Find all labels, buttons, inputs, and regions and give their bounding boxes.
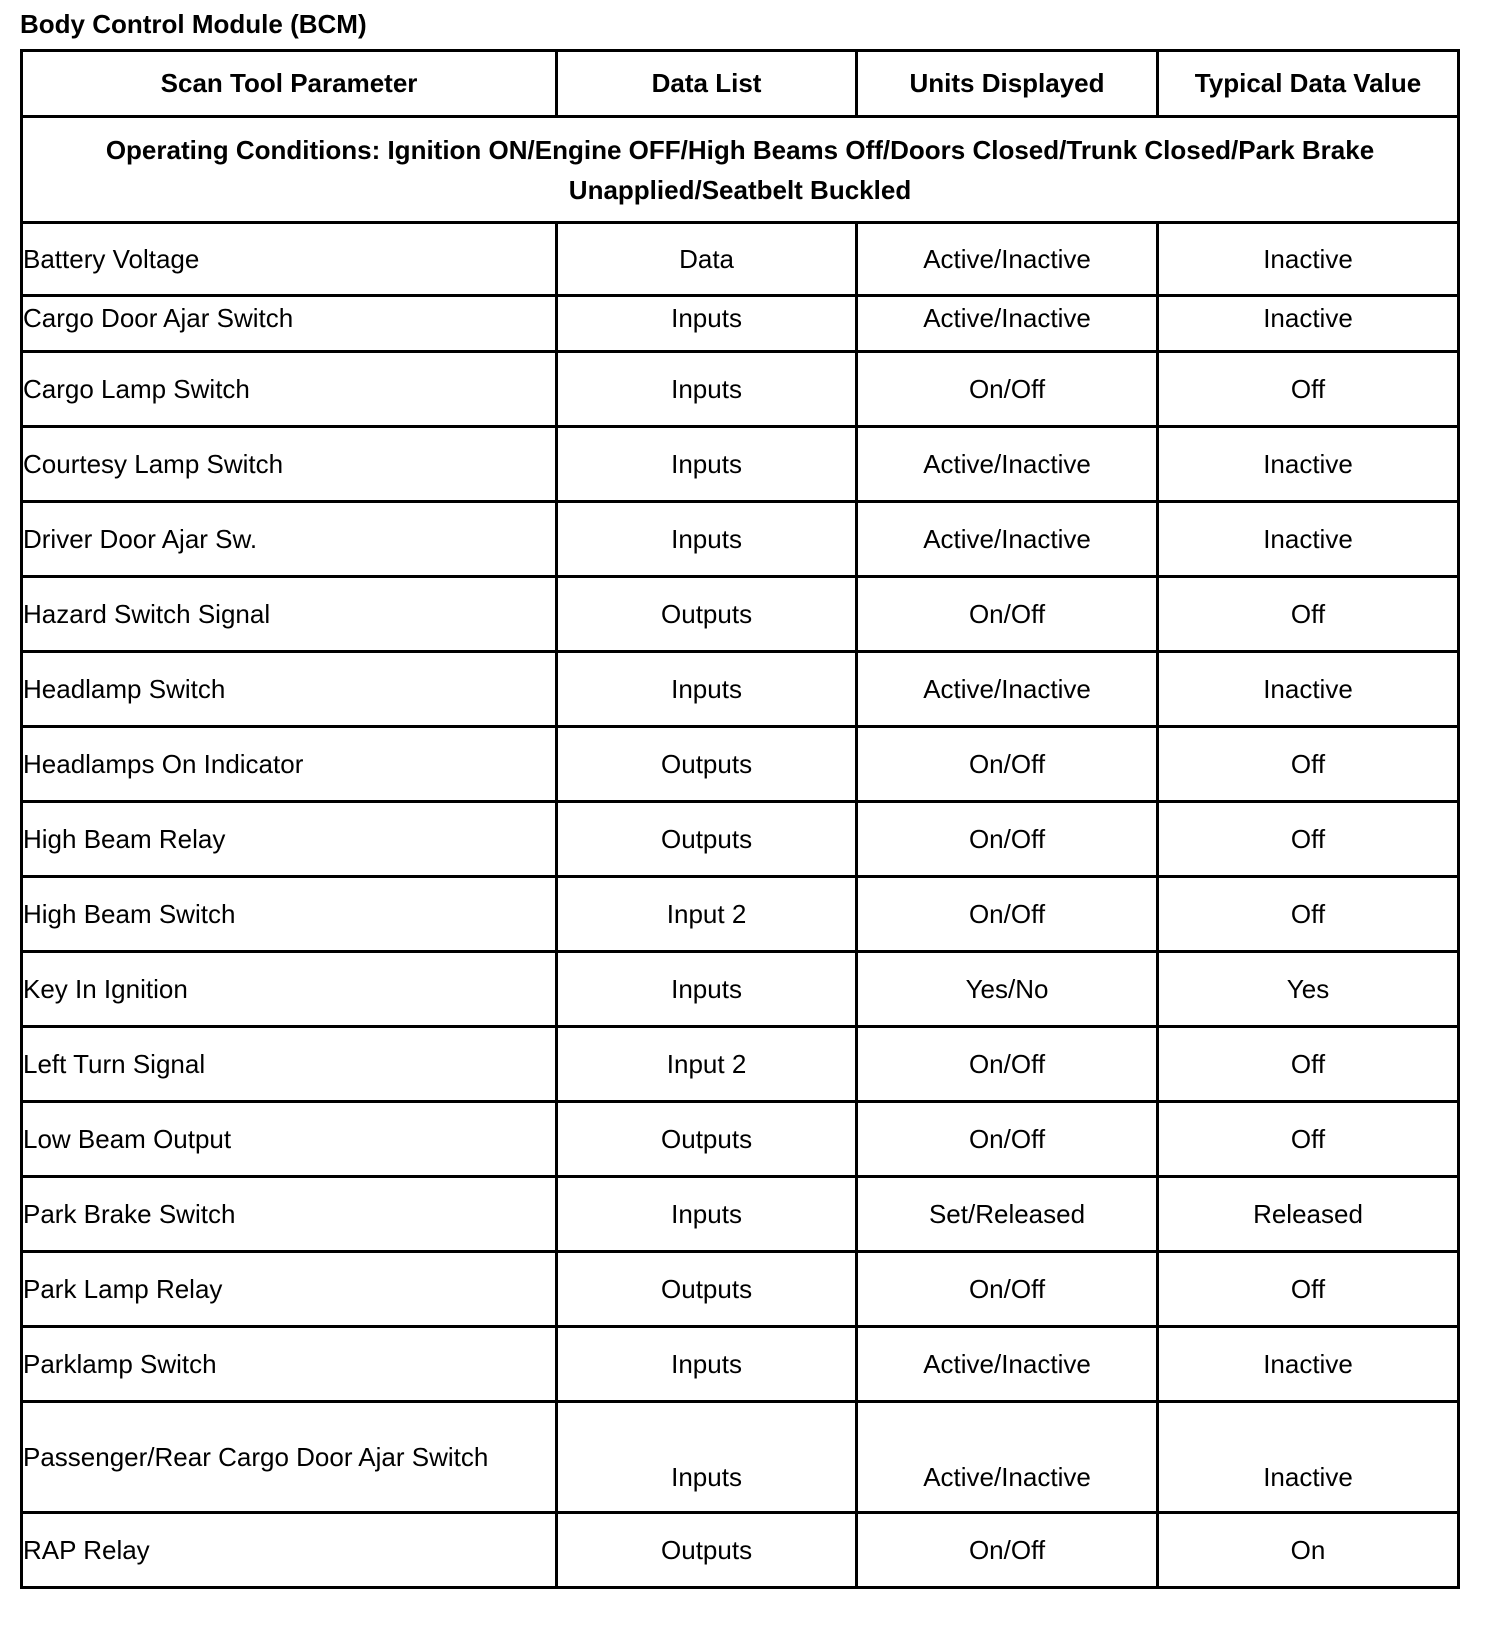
typical-value-cell: Inactive [1158, 1402, 1459, 1513]
table-row [22, 1177, 1459, 1252]
table-row [22, 1027, 1459, 1102]
table-row [22, 802, 1459, 877]
table-row [22, 577, 1459, 652]
operating-conditions: Operating Conditions: Ignition ON/Engine OFF/High Beams Off/Doors Closed/Trunk Closed/Park Brake Unapplied/Seatbelt Buckled [22, 117, 1459, 223]
typical-value-cell: Off [1158, 727, 1459, 802]
parameter-cell: Hazard Switch Signal [22, 577, 557, 652]
data-list-cell: Inputs [557, 352, 857, 427]
table-row [22, 1513, 1459, 1588]
table-row [22, 1402, 1459, 1513]
parameter-cell: Headlamp Switch [22, 652, 557, 727]
units-cell: On/Off [857, 1027, 1158, 1102]
typical-value-cell: Inactive [1158, 1327, 1459, 1402]
parameter-cell: Headlamps On Indicator [22, 727, 557, 802]
data-list-cell: Inputs [557, 296, 857, 352]
header-row [22, 51, 1459, 117]
parameter-cell: Cargo Lamp Switch [22, 352, 557, 427]
units-cell: On/Off [857, 577, 1158, 652]
bcm-parameter-table [20, 49, 1460, 1589]
data-list-cell: Inputs [557, 502, 857, 577]
typical-value-cell: Inactive [1158, 296, 1459, 352]
parameter-cell: Low Beam Output [22, 1102, 557, 1177]
typical-value-cell: Released [1158, 1177, 1459, 1252]
typical-value-cell: Inactive [1158, 223, 1459, 296]
data-list-cell: Input 2 [557, 1027, 857, 1102]
parameter-cell: Passenger/Rear Cargo Door Ajar Switch [22, 1402, 557, 1513]
data-list-cell: Outputs [557, 1102, 857, 1177]
table-row [22, 1327, 1459, 1402]
data-list-cell: Outputs [557, 1513, 857, 1588]
table-row [22, 877, 1459, 952]
table-row [22, 652, 1459, 727]
table-row [22, 502, 1459, 577]
data-list-cell: Inputs [557, 1402, 857, 1513]
data-list-cell: Outputs [557, 577, 857, 652]
table-row [22, 352, 1459, 427]
header-typical-data-value: Typical Data Value [1158, 51, 1459, 117]
parameter-cell: High Beam Relay [22, 802, 557, 877]
data-list-cell: Input 2 [557, 877, 857, 952]
data-list-cell: Inputs [557, 952, 857, 1027]
units-cell: On/Off [857, 1102, 1158, 1177]
units-cell: Active/Inactive [857, 652, 1158, 727]
units-cell: On/Off [857, 1252, 1158, 1327]
parameter-cell: Park Lamp Relay [22, 1252, 557, 1327]
units-cell: Set/Released [857, 1177, 1158, 1252]
table-row [22, 1252, 1459, 1327]
typical-value-cell: Off [1158, 577, 1459, 652]
units-cell: On/Off [857, 727, 1158, 802]
typical-value-cell: Inactive [1158, 652, 1459, 727]
data-list-cell: Outputs [557, 1252, 857, 1327]
data-list-cell: Inputs [557, 1177, 857, 1252]
units-cell: On/Off [857, 1513, 1158, 1588]
data-list-cell: Outputs [557, 802, 857, 877]
parameter-cell: Parklamp Switch [22, 1327, 557, 1402]
typical-value-cell: Yes [1158, 952, 1459, 1027]
parameter-cell: Park Brake Switch [22, 1177, 557, 1252]
units-cell: Active/Inactive [857, 1402, 1158, 1513]
table-row [22, 1102, 1459, 1177]
table-row [22, 952, 1459, 1027]
typical-value-cell: Inactive [1158, 502, 1459, 577]
parameter-cell: Battery Voltage [22, 223, 557, 296]
typical-value-cell: On [1158, 1513, 1459, 1588]
data-list-cell: Outputs [557, 727, 857, 802]
parameter-cell: RAP Relay [22, 1513, 557, 1588]
header-units-displayed: Units Displayed [857, 51, 1158, 117]
table-row [22, 727, 1459, 802]
data-list-cell: Inputs [557, 1327, 857, 1402]
parameter-cell: Driver Door Ajar Sw. [22, 502, 557, 577]
data-list-cell: Data [557, 223, 857, 296]
units-cell: Active/Inactive [857, 296, 1158, 352]
typical-value-cell: Off [1158, 802, 1459, 877]
parameter-cell: Courtesy Lamp Switch [22, 427, 557, 502]
table-row [22, 296, 1459, 352]
typical-value-cell: Off [1158, 1027, 1459, 1102]
table-row [22, 223, 1459, 296]
header-scan-tool-parameter: Scan Tool Parameter [22, 51, 557, 117]
typical-value-cell: Off [1158, 1102, 1459, 1177]
units-cell: On/Off [857, 877, 1158, 952]
typical-value-cell: Off [1158, 1252, 1459, 1327]
units-cell: Active/Inactive [857, 502, 1158, 577]
data-list-cell: Inputs [557, 427, 857, 502]
units-cell: On/Off [857, 352, 1158, 427]
parameter-cell: High Beam Switch [22, 877, 557, 952]
operating-conditions-row [22, 117, 1459, 223]
parameter-cell: Cargo Door Ajar Switch [22, 296, 557, 352]
units-cell: Active/Inactive [857, 1327, 1158, 1402]
typical-value-cell: Off [1158, 877, 1459, 952]
header-data-list: Data List [557, 51, 857, 117]
units-cell: Yes/No [857, 952, 1158, 1027]
typical-value-cell: Inactive [1158, 427, 1459, 502]
units-cell: Active/Inactive [857, 427, 1158, 502]
parameter-cell: Key In Ignition [22, 952, 557, 1027]
units-cell: Active/Inactive [857, 223, 1158, 296]
table-row [22, 427, 1459, 502]
data-list-cell: Inputs [557, 652, 857, 727]
parameter-cell: Left Turn Signal [22, 1027, 557, 1102]
document-title: Body Control Module (BCM) [20, 9, 367, 39]
typical-value-cell: Off [1158, 352, 1459, 427]
units-cell: On/Off [857, 802, 1158, 877]
